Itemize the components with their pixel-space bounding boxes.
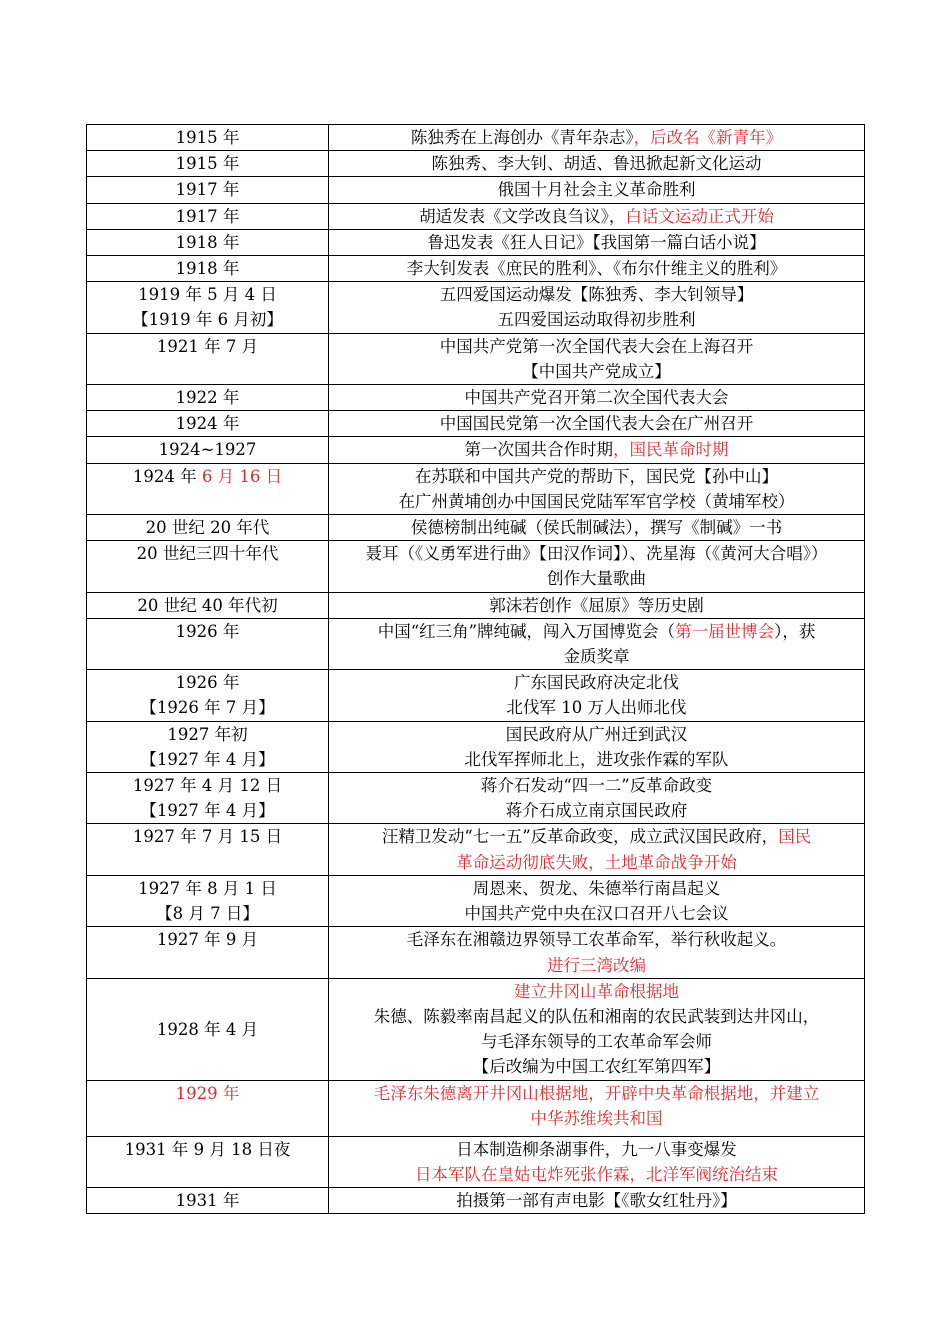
highlight-text: 中华苏维埃共和国 xyxy=(530,1108,663,1128)
date-cell xyxy=(87,437,329,463)
date-cell xyxy=(87,177,329,203)
cell-text: 【后改编为中国工农红军第四军】 xyxy=(472,1057,721,1077)
event-line xyxy=(331,385,862,410)
cell-text: 中国共产党召开第二次全国代表大会 xyxy=(464,388,729,408)
event-line xyxy=(331,695,862,720)
date-line xyxy=(89,1081,326,1106)
highlight-text: 日本军队在皇姑屯炸死张作霖，北洋军阀统治结束 xyxy=(415,1164,778,1184)
event-line xyxy=(331,1029,862,1054)
cell-text: 1924~1927 xyxy=(158,440,257,460)
cell-text: 李大钊发表《庶民的胜利》、《布尔什维主义的胜利》 xyxy=(406,259,787,279)
event-line xyxy=(331,125,862,150)
table-row xyxy=(87,927,865,978)
event-line xyxy=(331,901,862,926)
date-cell xyxy=(87,875,329,926)
cell-text: 第一次国共合作时期 xyxy=(464,440,613,460)
table-row xyxy=(87,618,865,669)
cell-text: 1924 年 xyxy=(132,466,202,486)
date-cell xyxy=(87,256,329,282)
date-cell xyxy=(87,125,329,151)
highlight-text: 建立井冈山革命根据地 xyxy=(514,981,679,1001)
date-cell xyxy=(87,721,329,772)
event-line xyxy=(331,850,862,875)
date-cell xyxy=(87,385,329,411)
event-cell xyxy=(329,670,865,721)
cell-text: 1921 年 7 月 xyxy=(156,336,259,356)
date-line xyxy=(89,334,326,359)
cell-text: 金质奖章 xyxy=(563,647,630,667)
date-line xyxy=(89,125,326,150)
date-line xyxy=(89,204,326,229)
date-line xyxy=(89,747,326,772)
cell-text: 中国“红三角”牌纯碱，闯入万国博览会（ xyxy=(377,621,676,641)
cell-text: 毛泽东在湘赣边界领导工农革命军，举行秋收起义。 xyxy=(406,930,787,950)
event-cell xyxy=(329,875,865,926)
date-cell xyxy=(87,203,329,229)
table-row xyxy=(87,1136,865,1187)
table-row xyxy=(87,463,865,514)
date-cell xyxy=(87,618,329,669)
cell-text: 1927 年 7 月 15 日 xyxy=(132,827,283,847)
cell-text: 【中国共产党成立】 xyxy=(522,361,671,381)
cell-text: 聂耳（《义勇军进行曲》【田汉作词】）、冼星海（《黄河大合唱》） xyxy=(365,544,828,564)
event-line xyxy=(331,464,862,489)
event-line xyxy=(331,644,862,669)
event-cell xyxy=(329,541,865,592)
event-line xyxy=(331,515,862,540)
date-cell xyxy=(87,151,329,177)
date-line xyxy=(89,230,326,255)
highlight-text: 革命运动彻底失败，土地革命战争开始 xyxy=(456,852,737,872)
event-line xyxy=(331,411,862,436)
cell-text: 在广州黄埔创办中国国民党陆军军官学校（黄埔军校） xyxy=(398,491,795,511)
date-line xyxy=(89,619,326,644)
event-line xyxy=(331,593,862,618)
event-line xyxy=(331,876,862,901)
event-line xyxy=(331,204,862,229)
cell-text: 1917 年 xyxy=(175,180,240,200)
cell-text: 拍摄第一部有声电影【《歌女红牡丹》】 xyxy=(456,1190,737,1210)
highlight-text: 毛泽东朱德离开井冈山根据地，开辟中央革命根据地，并建立 xyxy=(373,1083,820,1103)
event-cell xyxy=(329,721,865,772)
date-line xyxy=(89,670,326,695)
cell-text: 侯德榜制出纯碱（侯氏制碱法），撰写《制碱》一书 xyxy=(410,518,783,538)
date-line xyxy=(89,411,326,436)
event-cell xyxy=(329,203,865,229)
event-cell xyxy=(329,437,865,463)
cell-text: 1922 年 xyxy=(175,388,240,408)
date-cell xyxy=(87,927,329,978)
table-row xyxy=(87,541,865,592)
event-line xyxy=(331,1106,862,1131)
date-line xyxy=(89,151,326,176)
date-cell xyxy=(87,1136,329,1187)
event-cell xyxy=(329,333,865,384)
event-line xyxy=(331,722,862,747)
event-line xyxy=(331,541,862,566)
timeline-body xyxy=(87,125,865,1214)
event-line xyxy=(331,670,862,695)
table-row xyxy=(87,1187,865,1213)
event-cell xyxy=(329,927,865,978)
event-line xyxy=(331,824,862,849)
highlight-text: ，国民革命时期 xyxy=(613,440,729,460)
date-cell xyxy=(87,229,329,255)
event-line xyxy=(331,177,862,202)
cell-text: 中国国民党第一次全国代表大会在广州召开 xyxy=(439,414,754,434)
date-line xyxy=(89,1017,326,1042)
event-line xyxy=(331,1054,862,1079)
event-cell xyxy=(329,515,865,541)
event-line xyxy=(331,773,862,798)
cell-text: 1927 年 9 月 xyxy=(156,930,259,950)
cell-text: 1927 年 8 月 1 日 xyxy=(138,878,277,898)
cell-text: 北伐军 10 万人出师北伐 xyxy=(506,698,687,718)
date-line xyxy=(89,464,326,489)
event-line xyxy=(331,953,862,978)
date-line xyxy=(89,515,326,540)
event-line xyxy=(331,151,862,176)
cell-text: 1931 年 xyxy=(175,1190,240,1210)
highlight-text: 白话文运动正式开始 xyxy=(625,206,774,226)
cell-text: 【1927 年 4 月】 xyxy=(140,801,275,821)
event-cell xyxy=(329,177,865,203)
cell-text: 1928 年 4 月 xyxy=(156,1019,259,1039)
date-line xyxy=(89,256,326,281)
date-line xyxy=(89,927,326,952)
date-line xyxy=(89,437,326,462)
cell-text: 20 世纪三四十年代 xyxy=(136,544,279,564)
cell-text: 朱德、陈毅率南昌起义的队伍和湘南的农民武装到达井冈山， xyxy=(373,1006,820,1026)
event-cell xyxy=(329,978,865,1080)
highlight-text: 1929 年 xyxy=(175,1083,240,1103)
event-cell xyxy=(329,229,865,255)
date-cell xyxy=(87,824,329,875)
cell-text: 【1919 年 6 月初】 xyxy=(132,310,283,330)
cell-text: 周恩来、贺龙、朱德举行南昌起义 xyxy=(472,878,721,898)
table-row xyxy=(87,721,865,772)
event-line xyxy=(331,282,862,307)
event-cell xyxy=(329,463,865,514)
cell-text: 在苏联和中国共产党的帮助下，国民党【孙中山】 xyxy=(415,466,778,486)
date-cell xyxy=(87,592,329,618)
table-row xyxy=(87,229,865,255)
table-row xyxy=(87,824,865,875)
date-line xyxy=(89,798,326,823)
table-row xyxy=(87,592,865,618)
cell-text: 1915 年 xyxy=(175,128,240,147)
date-cell xyxy=(87,333,329,384)
cell-text: 1919 年 5 月 4 日 xyxy=(138,285,277,305)
date-cell xyxy=(87,773,329,824)
table-row xyxy=(87,773,865,824)
cell-text: 胡适发表《文学改良刍议》， xyxy=(419,206,626,226)
date-cell xyxy=(87,282,329,333)
cell-text: 1918 年 xyxy=(175,259,240,279)
cell-text: 五四爱国运动取得初步胜利 xyxy=(497,310,696,330)
table-row xyxy=(87,177,865,203)
event-line xyxy=(331,1081,862,1106)
cell-text: 【8 月 7 日】 xyxy=(156,904,259,924)
cell-text: 1931 年 9 月 18 日夜 xyxy=(124,1139,291,1159)
event-line xyxy=(331,230,862,255)
cell-text: 北伐军挥师北上，进攻张作霖的军队 xyxy=(464,749,729,769)
event-line xyxy=(331,334,862,359)
date-line xyxy=(89,1137,326,1162)
date-line xyxy=(89,876,326,901)
table-row xyxy=(87,256,865,282)
cell-text: 陈独秀在上海创办《青年杂志》 xyxy=(410,128,634,147)
event-line xyxy=(331,1137,862,1162)
table-row xyxy=(87,978,865,1080)
table-row xyxy=(87,1080,865,1136)
cell-text: 郭沫若创作《屈原》等历史剧 xyxy=(489,595,704,615)
highlight-text: 进行三湾改编 xyxy=(547,955,646,975)
table-row xyxy=(87,203,865,229)
highlight-text: 国民 xyxy=(778,827,812,847)
event-cell xyxy=(329,411,865,437)
date-line xyxy=(89,695,326,720)
event-cell xyxy=(329,151,865,177)
cell-text: 1927 年 4 月 12 日 xyxy=(132,776,283,796)
date-cell xyxy=(87,463,329,514)
date-line xyxy=(89,307,326,332)
date-cell xyxy=(87,411,329,437)
cell-text: 1918 年 xyxy=(175,232,240,252)
table-row xyxy=(87,875,865,926)
cell-text: 五四爱国运动爆发【陈独秀、李大钊领导】 xyxy=(439,285,754,305)
date-cell xyxy=(87,515,329,541)
cell-text: 蒋介石成立南京国民政府 xyxy=(505,801,688,821)
cell-text: 20 世纪 20 年代 xyxy=(145,518,270,538)
highlight-text: 第一届世博会 xyxy=(675,621,775,641)
history-timeline-table xyxy=(86,124,865,1214)
event-cell xyxy=(329,282,865,333)
event-cell xyxy=(329,1080,865,1136)
cell-text: 鲁迅发表《狂人日记》【我国第一篇白话小说】 xyxy=(427,232,766,252)
event-line xyxy=(331,1162,862,1187)
date-cell xyxy=(87,670,329,721)
event-line xyxy=(331,566,862,591)
event-line xyxy=(331,1188,862,1213)
date-line xyxy=(89,722,326,747)
cell-text: 1917 年 xyxy=(175,206,240,226)
cell-text: 陈独秀、李大钊、胡适、鲁迅掀起新文化运动 xyxy=(431,154,762,174)
date-line xyxy=(89,1188,326,1213)
date-line xyxy=(89,901,326,926)
event-cell xyxy=(329,1136,865,1187)
date-cell xyxy=(87,1187,329,1213)
event-line xyxy=(331,256,862,281)
cell-text: 国民政府从广州迁到武汉 xyxy=(505,724,688,744)
cell-text: 1926 年 xyxy=(175,673,240,693)
event-line xyxy=(331,359,862,384)
cell-text: 1926 年 xyxy=(175,621,240,641)
cell-text: 20 世纪 40 年代初 xyxy=(137,595,278,615)
event-line xyxy=(331,437,862,462)
cell-text: 广东国民政府决定北伐 xyxy=(514,673,679,693)
event-cell xyxy=(329,256,865,282)
table-row xyxy=(87,385,865,411)
date-cell xyxy=(87,978,329,1080)
cell-text: 中国共产党中央在汉口召开八七会议 xyxy=(464,904,729,924)
date-line xyxy=(89,824,326,849)
table-row xyxy=(87,333,865,384)
event-cell xyxy=(329,125,865,151)
date-cell xyxy=(87,1080,329,1136)
highlight-text: 6 月 16 日 xyxy=(201,466,283,486)
table-row xyxy=(87,670,865,721)
cell-text: 汪精卫发动“七一五”反革命政变，成立武汉国民政府， xyxy=(381,827,779,847)
cell-text: 中国共产党第一次全国代表大会在上海召开 xyxy=(439,336,754,356)
cell-text: 【1927 年 4 月】 xyxy=(140,749,275,769)
date-line xyxy=(89,282,326,307)
date-line xyxy=(89,593,326,618)
event-line xyxy=(331,307,862,332)
event-cell xyxy=(329,618,865,669)
table-row xyxy=(87,151,865,177)
cell-text: 蒋介石发动“四一二”反革命政变 xyxy=(480,776,713,796)
event-line xyxy=(331,979,862,1004)
event-line xyxy=(331,489,862,514)
cell-text: 创作大量歌曲 xyxy=(547,569,646,589)
cell-text: 与毛泽东领导的工农革命军会师 xyxy=(481,1032,712,1052)
event-line xyxy=(331,1004,862,1029)
event-cell xyxy=(329,824,865,875)
date-line xyxy=(89,177,326,202)
cell-text: ），获 xyxy=(774,621,816,641)
event-line xyxy=(331,798,862,823)
cell-text: 1924 年 xyxy=(175,414,240,434)
event-line xyxy=(331,747,862,772)
cell-text: 1927 年初 xyxy=(167,724,248,744)
event-cell xyxy=(329,1187,865,1213)
cell-text: 日本制造柳条湖事件，九一八事变爆发 xyxy=(456,1139,737,1159)
cell-text: 1915 年 xyxy=(175,154,240,174)
event-line xyxy=(331,927,862,952)
table-row xyxy=(87,515,865,541)
highlight-text: ，后改名《新青年》 xyxy=(633,128,783,147)
date-line xyxy=(89,541,326,566)
date-cell xyxy=(87,541,329,592)
table-row xyxy=(87,282,865,333)
date-line xyxy=(89,773,326,798)
event-cell xyxy=(329,773,865,824)
table-row xyxy=(87,125,865,151)
event-cell xyxy=(329,592,865,618)
table-row xyxy=(87,437,865,463)
cell-text: 【1926 年 7 月】 xyxy=(140,698,275,718)
event-cell xyxy=(329,385,865,411)
date-line xyxy=(89,385,326,410)
table-row xyxy=(87,411,865,437)
cell-text: 俄国十月社会主义革命胜利 xyxy=(497,180,696,200)
event-line xyxy=(331,619,862,644)
